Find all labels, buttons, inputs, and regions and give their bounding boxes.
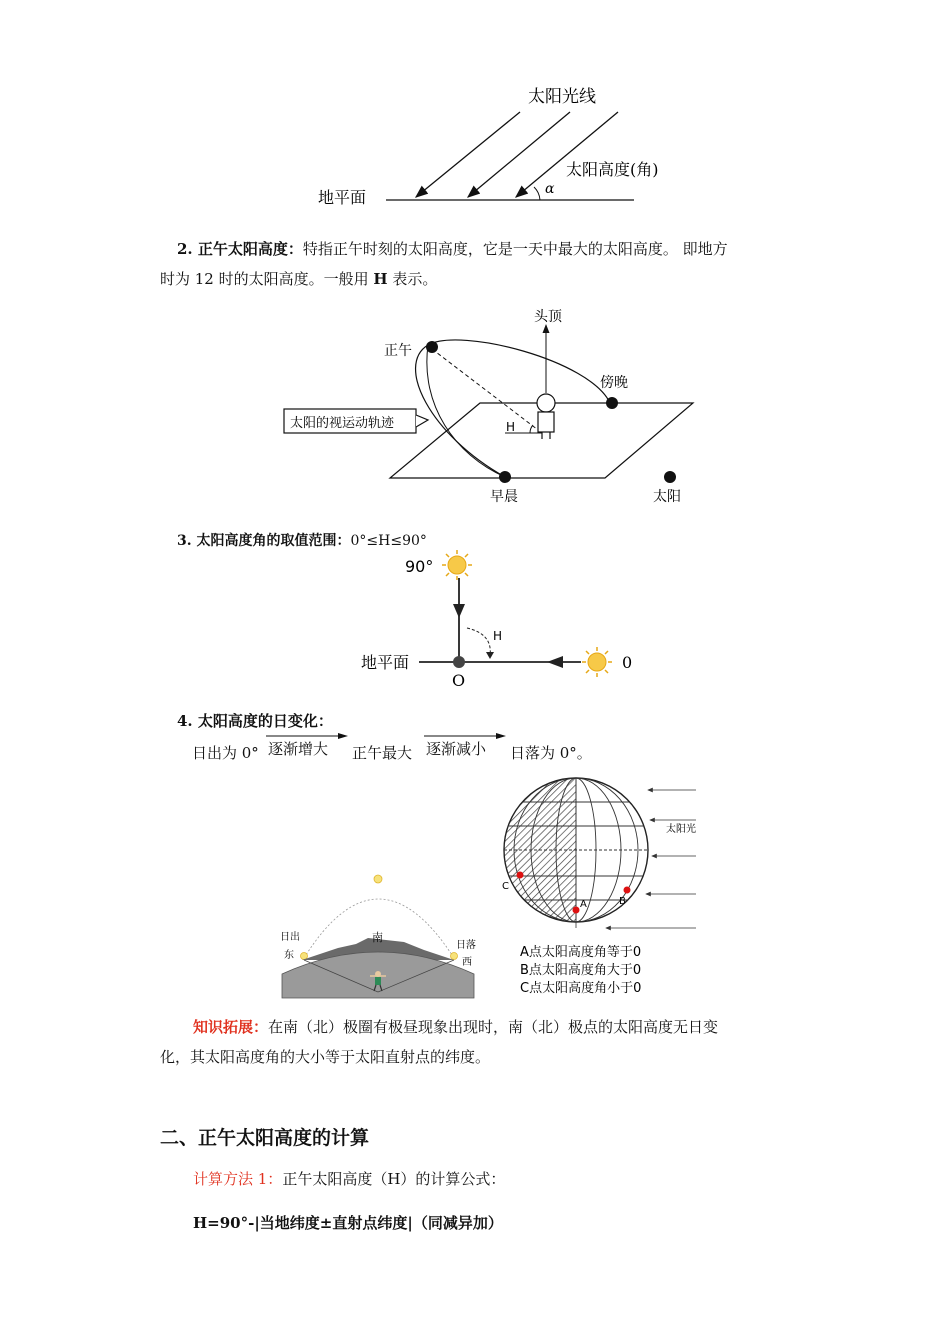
- caption-b: B点太阳高度角大于0: [520, 963, 642, 978]
- sunrise-label: 日出: [280, 932, 300, 943]
- sunrise-text: 日出为 0°: [192, 744, 259, 762]
- morning-sun-dot: [499, 471, 511, 483]
- knowledge-extension: [160, 1012, 792, 1072]
- sun-zenith-icon: [442, 550, 472, 580]
- zero-label: 0: [622, 653, 633, 672]
- sun-horizon-icon: [582, 647, 612, 677]
- path-label: 太阳的视运动轨迹: [290, 416, 395, 431]
- morning-label: 早晨: [490, 489, 518, 505]
- section-4-title: 4. 太阳高度的日变化：: [177, 712, 333, 730]
- sun-path-lower: [427, 345, 505, 477]
- sun-path-ellipse: [416, 340, 610, 477]
- person-head: [537, 394, 555, 412]
- section-3-range: 0°≤H≤90°: [350, 533, 427, 549]
- point-c-label: C: [502, 881, 509, 892]
- ext-label: 知识拓展：: [193, 1018, 269, 1036]
- sunset-label: 日落: [456, 940, 476, 951]
- evening-sun-dot: [606, 397, 618, 409]
- alpha-label: α: [545, 181, 555, 197]
- point-a-label: A: [580, 899, 587, 910]
- section-2-line1: 特指正午时刻的太阳高度，它是一天中最大的太阳高度。 即地方: [302, 240, 728, 258]
- altitude-range-diagram: [355, 548, 645, 693]
- noon-sun-ray: [432, 349, 542, 433]
- h-dashed-arc: [467, 628, 490, 656]
- arrow-2-icon: [424, 732, 508, 740]
- caption-a: A点太阳高度角等于0: [520, 945, 642, 960]
- h-angle-arc: [530, 425, 533, 433]
- h-label: H: [506, 420, 516, 434]
- part-2-heading: 二、正午太阳高度的计算: [160, 1127, 370, 1149]
- section-3-heading: [177, 530, 427, 550]
- noon-sun-dot: [426, 341, 438, 353]
- formula: H=90°-|当地纬度±直射点纬度|（同减异加）: [193, 1214, 503, 1232]
- sunset-sun-small: [451, 953, 458, 960]
- section-2-line2a: 时为 12 时的太阳高度。一般用: [160, 270, 374, 288]
- method-line: [193, 1168, 505, 1189]
- arrow-1-icon: [266, 732, 350, 740]
- arrow-2-label: 逐渐减小: [426, 740, 487, 758]
- noon-sun-small: [374, 875, 382, 883]
- vertical-arrowhead: [453, 604, 465, 618]
- globe-diagram: [496, 772, 736, 1007]
- sunlight-label: 太阳光线: [528, 87, 596, 107]
- sun-path-diagram: [280, 305, 700, 510]
- ground-label-3: 地平面: [361, 653, 410, 672]
- sun-ray-3: [516, 112, 618, 197]
- person-body: [538, 412, 554, 432]
- ext-line2: 化，其太阳高度角的大小等于太阳直射点的纬度。: [160, 1048, 491, 1066]
- arrow-1-label: 逐渐增大: [268, 740, 329, 758]
- altitude-label: 太阳高度(角): [566, 160, 659, 179]
- sun-altitude-diagram: [300, 78, 660, 213]
- legend-sun-dot: [664, 471, 676, 483]
- horizontal-arrowhead: [547, 656, 563, 668]
- sun-ray-2: [468, 112, 570, 197]
- south-label: 南: [372, 931, 383, 944]
- east-label: 东: [284, 950, 294, 961]
- origin-dot: [453, 656, 465, 668]
- method-label: 计算方法 1：: [193, 1170, 283, 1188]
- sunlight-text: 太阳光: [666, 824, 696, 835]
- deg90-label: 90°: [405, 557, 434, 576]
- section-2-h: H: [373, 270, 388, 288]
- section-2-term: 正午太阳高度：: [197, 240, 303, 258]
- section-2-paragraph: [160, 234, 792, 294]
- noon-label: 正午: [384, 343, 412, 359]
- angle-arc: [534, 187, 540, 200]
- method-text: 正午太阳高度（H）的计算公式：: [282, 1170, 506, 1188]
- section-2-number: 2.: [177, 240, 198, 258]
- noon-max-text: 正午最大: [352, 744, 413, 762]
- sunrise-sun-small: [301, 953, 308, 960]
- sun-ray-1: [416, 112, 520, 197]
- origin-label: O: [452, 671, 466, 690]
- section-4-line: [192, 732, 792, 762]
- section-2-line2c: 表示。: [387, 270, 438, 288]
- section-3-title: 3. 太阳高度角的取值范围：: [177, 533, 351, 549]
- ground-label: 地平面: [318, 188, 367, 207]
- point-a-dot: [573, 907, 580, 914]
- daily-arc-diagram: [278, 870, 478, 1000]
- caption-c: C点太阳高度角小于0: [520, 981, 642, 996]
- sunset-text: 日落为 0°。: [510, 744, 592, 762]
- point-b-dot: [624, 887, 631, 894]
- zenith-label: 头顶: [534, 309, 562, 325]
- point-c-dot: [517, 872, 524, 879]
- h-range-label: H: [493, 629, 503, 643]
- point-b-label: B: [619, 896, 626, 907]
- sun-label: 太阳: [653, 489, 681, 505]
- ext-line1: 在南（北）极圈有极昼现象出现时，南（北）极点的太阳高度无日变: [268, 1018, 719, 1036]
- evening-label: 傍晚: [600, 375, 628, 391]
- west-label: 西: [462, 957, 472, 968]
